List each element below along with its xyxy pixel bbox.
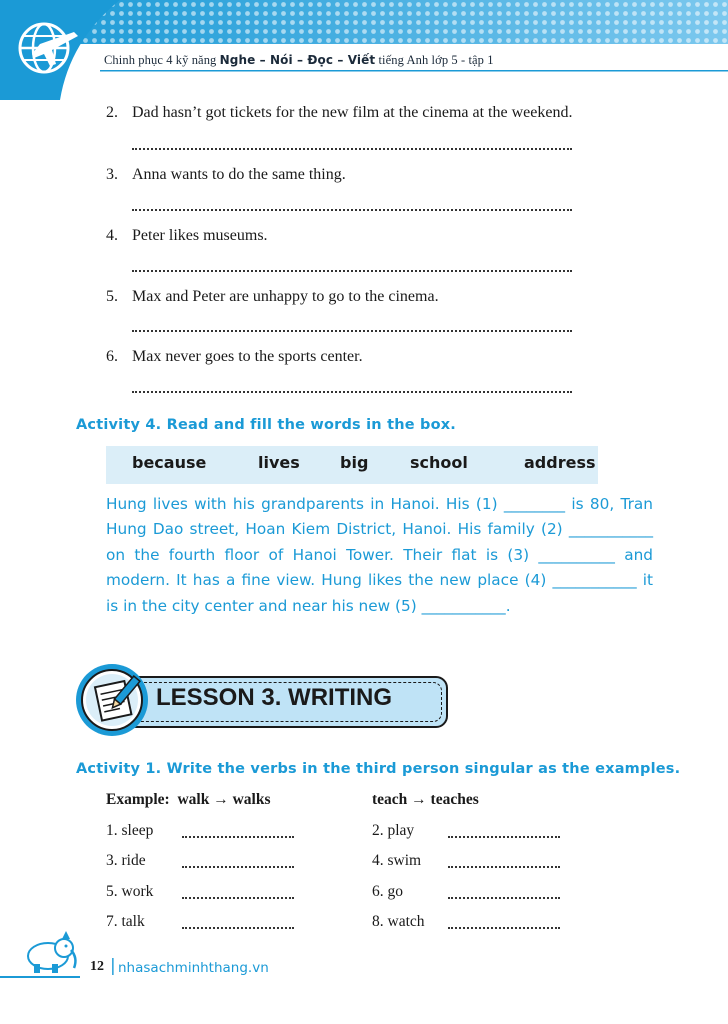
item-text: Peter likes museums. xyxy=(132,227,268,244)
elephant-icon xyxy=(18,928,80,976)
footer-separator: | xyxy=(110,956,116,976)
lesson-banner xyxy=(74,660,454,740)
answer-line[interactable] xyxy=(132,268,572,272)
word-box-item: address xyxy=(524,453,596,472)
verb-answer-line[interactable] xyxy=(448,925,560,929)
globe-plane-icon xyxy=(12,14,82,84)
header-skills: Nghe – Nói – Đọc – Viết xyxy=(219,53,376,67)
header-background xyxy=(0,0,728,100)
verb-item: 3. ride xyxy=(106,852,146,869)
writing-activity1-heading: Activity 1. Write the verbs in the third person singular as the examples. xyxy=(76,761,681,777)
answer-line[interactable] xyxy=(132,207,572,211)
verb-item: 8. watch xyxy=(372,913,425,930)
verb-item: 1. sleep xyxy=(106,822,154,839)
verb-answer-line[interactable] xyxy=(448,895,560,899)
header-suffix: tiếng Anh lớp 5 - tập 1 xyxy=(378,53,494,67)
page-number: 12 xyxy=(90,959,104,974)
website-link[interactable]: nhasachminhthang.vn xyxy=(118,960,269,976)
item-number: 6. xyxy=(106,348,118,365)
verb-item: 4. swim xyxy=(372,852,422,869)
example-2: teach → teaches xyxy=(372,791,479,808)
item-number: 3. xyxy=(106,166,118,183)
notebook-pencil-icon xyxy=(74,660,154,740)
item-text: Anna wants to do the same thing. xyxy=(132,166,346,183)
verb-item: 7. talk xyxy=(106,913,145,930)
word-box-item: school xyxy=(410,453,468,472)
footer-line xyxy=(0,976,80,978)
example-row xyxy=(106,791,271,809)
answer-line[interactable] xyxy=(132,328,572,332)
answer-line[interactable] xyxy=(132,146,572,150)
header-title xyxy=(104,53,494,68)
word-box-item: lives xyxy=(258,453,300,472)
word-box-item: because xyxy=(132,453,207,472)
verb-item: 2. play xyxy=(372,822,415,839)
item-text: Max and Peter are unhappy to go to the cinema. xyxy=(132,288,439,305)
example-2-row xyxy=(372,791,479,809)
exercise-item xyxy=(106,288,439,306)
verb-answer-line[interactable] xyxy=(182,834,294,838)
item-number: 2. xyxy=(106,104,118,121)
item-number: 5. xyxy=(106,288,118,305)
verb-answer-line[interactable] xyxy=(182,864,294,868)
verb-item: 6. go xyxy=(372,883,403,900)
word-box-item: big xyxy=(340,453,369,472)
example-1: walk → walks xyxy=(177,791,271,808)
exercise-item xyxy=(106,227,268,245)
answer-line[interactable] xyxy=(132,389,572,393)
page-header xyxy=(0,0,728,100)
activity4-heading: Activity 4. Read and fill the words in the box. xyxy=(76,417,457,433)
verb-answer-line[interactable] xyxy=(448,834,560,838)
header-prefix: Chinh phục 4 kỹ năng xyxy=(104,53,217,67)
lesson-title: LESSON 3. WRITING xyxy=(156,684,393,711)
exercise-item xyxy=(106,166,346,184)
verb-answer-line[interactable] xyxy=(448,864,560,868)
word-box xyxy=(106,446,598,484)
exercise-item xyxy=(106,348,363,366)
item-text: Max never goes to the sports center. xyxy=(132,348,363,365)
verb-item: 5. work xyxy=(106,883,154,900)
item-number: 4. xyxy=(106,227,118,244)
verb-answer-line[interactable] xyxy=(182,895,294,899)
item-text: Dad hasn’t got tickets for the new film at the cinema at the weekend. xyxy=(132,104,573,121)
exercise-item xyxy=(106,104,572,122)
reading-passage: Hung lives with his grandparents in Hanoi. His (1) ________ is 80, Tran Hung Dao street, Hoan Kiem District, Hanoi. His family (2) ___________ on the fourth floor of Hanoi Tower. Their flat is (3) __________ and modern. It has a fine view. Hung likes the new place (4) ___________ it is in the city center and near his new (5) ___________. xyxy=(106,495,653,615)
example-label: Example: xyxy=(106,791,170,808)
verb-answer-line[interactable] xyxy=(182,925,294,929)
